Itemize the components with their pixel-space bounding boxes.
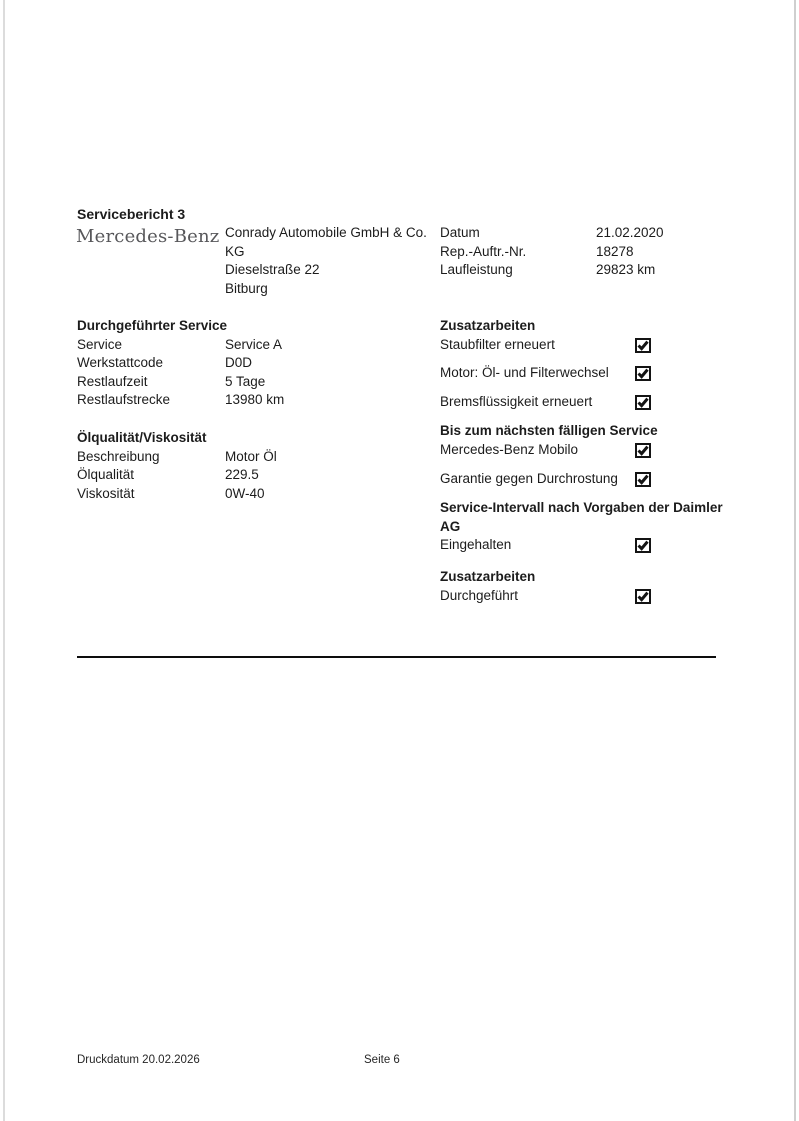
section-zusatzarbeiten — [440, 317, 730, 411]
checkbox-checked — [635, 366, 651, 381]
dealer-address-line: Bitburg — [225, 280, 268, 296]
section-heading: Zusatzarbeiten — [440, 568, 536, 584]
report-meta — [440, 224, 664, 280]
kv-value: 229.5 — [225, 467, 259, 483]
checkbox-label: Durchgeführt — [440, 587, 519, 603]
checkmark-icon — [637, 591, 649, 602]
right-column — [440, 317, 730, 615]
kv-label: Restlaufzeit — [77, 373, 148, 389]
page-left-border — [3, 0, 5, 1121]
meta-row-datum — [440, 224, 664, 243]
section-service-intervall — [440, 499, 730, 555]
divider-line — [77, 656, 716, 658]
section-heading: Ölqualität/Viskosität — [77, 429, 207, 445]
kv-row — [77, 485, 427, 504]
kv-label: Beschreibung — [77, 448, 160, 464]
meta-label: Laufleistung — [440, 262, 513, 278]
checkbox-label: Staubfilter erneuert — [440, 336, 555, 352]
section-zusatzarbeiten-2 — [440, 568, 730, 605]
footer-page-number: Seite 6 — [364, 1054, 400, 1066]
left-column — [77, 317, 427, 503]
section-durchgefuehrter-service — [77, 317, 427, 410]
footer-print-date: Druckdatum 20.02.2026 — [77, 1054, 200, 1066]
checkbox-checked — [635, 443, 651, 458]
checkbox-label: Eingehalten — [440, 537, 512, 553]
meta-value: 21.02.2020 — [596, 225, 664, 240]
checkmark-icon — [637, 474, 649, 485]
meta-label: Datum — [440, 225, 480, 240]
checkbox-row — [440, 393, 730, 412]
mercedes-benz-wordmark: Mercedes-Benz — [76, 226, 220, 247]
checkbox-checked — [635, 538, 651, 553]
checkbox-label: Bremsflüssigkeit erneuert — [440, 393, 593, 409]
meta-label: Rep.-Auftr.-Nr. — [440, 243, 527, 259]
kv-label: Ölqualität — [77, 467, 135, 483]
kv-label: Restlaufstrecke — [77, 392, 171, 408]
checkbox-row — [440, 536, 730, 555]
kv-row — [77, 466, 427, 485]
kv-value: Motor Öl — [225, 448, 277, 464]
kv-value: D0D — [225, 355, 253, 371]
checkbox-row — [440, 587, 730, 606]
checkbox-label: Mercedes-Benz Mobilo — [440, 441, 579, 457]
kv-row — [77, 354, 427, 373]
kv-row — [77, 336, 427, 355]
checkmark-icon — [637, 340, 649, 351]
meta-row-auftrag — [440, 243, 664, 262]
section-heading: Bis zum nächsten fälligen Service — [440, 423, 658, 439]
dealer-address — [225, 224, 427, 298]
checkbox-checked — [635, 338, 651, 353]
report-title: Servicebericht 3 — [77, 206, 186, 222]
section-oelqualitaet — [77, 429, 427, 503]
section-heading-line: Service-Intervall nach Vorgaben der Daimler — [440, 500, 723, 516]
section-heading-line: AG — [440, 518, 461, 534]
checkmark-icon — [637, 368, 649, 379]
page-right-border — [794, 0, 796, 1121]
kv-row — [77, 391, 427, 410]
kv-label: Viskosität — [77, 485, 135, 501]
checkbox-checked — [635, 472, 651, 487]
checkbox-row — [440, 470, 730, 489]
section-heading: Zusatzarbeiten — [440, 318, 536, 333]
dealer-address-line: Conrady Automobile GmbH & Co. — [225, 225, 427, 240]
checkmark-icon — [637, 540, 649, 551]
checkmark-icon — [637, 445, 649, 456]
section-naechster-service — [440, 422, 730, 488]
checkbox-label: Motor: Öl- und Filterwechsel — [440, 365, 609, 381]
kv-label: Service — [77, 336, 123, 352]
checkbox-checked — [635, 395, 651, 410]
checkmark-icon — [637, 397, 649, 408]
checkbox-checked — [635, 589, 651, 604]
meta-value: 18278 — [596, 243, 634, 259]
kv-row — [77, 373, 427, 392]
meta-value: 29823 km — [596, 262, 656, 278]
kv-value: 13980 km — [225, 392, 285, 408]
dealer-address-line: Dieselstraße 22 — [225, 262, 320, 278]
dealer-address-line: KG — [225, 243, 245, 259]
meta-row-laufleistung — [440, 261, 664, 280]
kv-value: Service A — [225, 336, 283, 352]
kv-value: 5 Tage — [225, 373, 266, 389]
kv-label: Werkstattcode — [77, 355, 164, 371]
checkbox-row — [440, 441, 730, 460]
section-heading: Durchgeführter Service — [77, 318, 228, 333]
checkbox-row — [440, 364, 730, 383]
kv-row — [77, 448, 427, 467]
kv-value: 0W-40 — [225, 485, 265, 501]
checkbox-label: Garantie gegen Durchrostung — [440, 470, 618, 486]
checkbox-row — [440, 336, 730, 355]
